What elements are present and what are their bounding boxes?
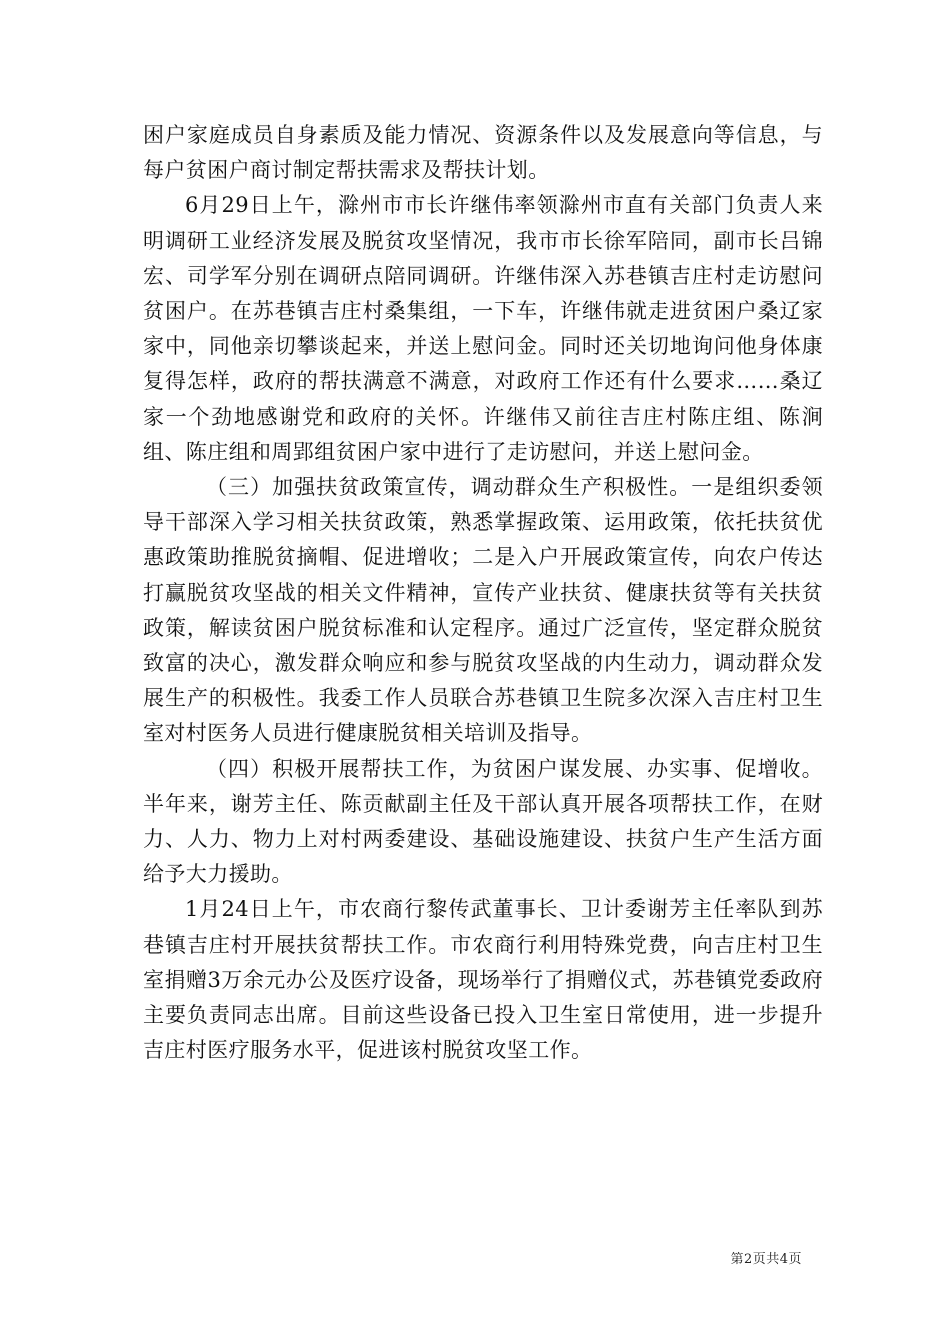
paragraph-policy-publicity: （三）加强扶贫政策宣传，调动群众生产积极性。一是组织委领导干部深入学习相关扶贫政策，熟悉掌握政策、运用政策，依托扶贫优惠政策助推脱贫摘帽、促进增收；二是入户开展政策宣传，向农户传达打赢脱贫攻坚战的相关文件精神，宣传产业扶贫、健康扶贫等有关扶贫政策，解读贫困户脱贫标准和认定程序。通过广泛宣传，坚定群众脱贫致富的决心，激发群众响应和参与脱贫攻坚战的内生动力，调动群众发展生产的积极性。我委工作人员联合苏巷镇卫生院多次深入吉庄村卫生室对村医务人员进行健康脱贫相关培训及指导。 bbox=[143, 475, 823, 746]
paragraph-continuation: 困户家庭成员自身素质及能力情况、资源条件以及发展意向等信息，与每户贫困户商讨制定帮扶需求及帮扶计划。 bbox=[143, 123, 823, 183]
paragraph-mayor-visit: 6月29日上午，滁州市市长许继伟率领滁州市直有关部门负责人来明调研工业经济发展及脱贫攻坚情况，我市市长徐军陪同，副市长吕锦宏、司学军分别在调研点陪同调研。许继伟深入苏巷镇吉庄村走访慰问贫困户。在苏巷镇吉庄村桑集组，一下车，许继伟就走进贫困户桑辽家家中，同他亲切攀谈起来，并送上慰问金。同时还关切地询问他身体康复得怎样，政府的帮扶满意不满意，对政府工作还有什么要求……桑辽家一个劲地感谢党和政府的关怀。许继伟又前往吉庄村陈庄组、陈涧组、陈庄组和周郢组贫困户家中进行了走访慰问，并送上慰问金。 bbox=[143, 193, 823, 464]
paragraph-donation: 1月24日上午，市农商行黎传武董事长、卫计委谢芳主任率队到苏巷镇吉庄村开展扶贫帮扶工作。市农商行利用特殊党费，向吉庄村卫生室捐赠3万余元办公及医疗设备，现场举行了捐赠仪式，苏巷镇党委政府主要负责同志出席。目前这些设备已投入卫生室日常使用，进一步提升吉庄村医疗服务水平，促进该村脱贫攻坚工作。 bbox=[143, 897, 823, 1063]
page-number-footer: 第2页共4页 bbox=[730, 1252, 802, 1267]
document-body bbox=[143, 118, 823, 1068]
paragraph-assistance-work: （四）积极开展帮扶工作，为贫困户谋发展、办实事、促增收。半年来，谢芳主任、陈贡献副主任及干部认真开展各项帮扶工作，在财力、人力、物力上对村两委建设、基础设施建设、扶贫户生产生活方面给予大力援助。 bbox=[143, 756, 823, 887]
